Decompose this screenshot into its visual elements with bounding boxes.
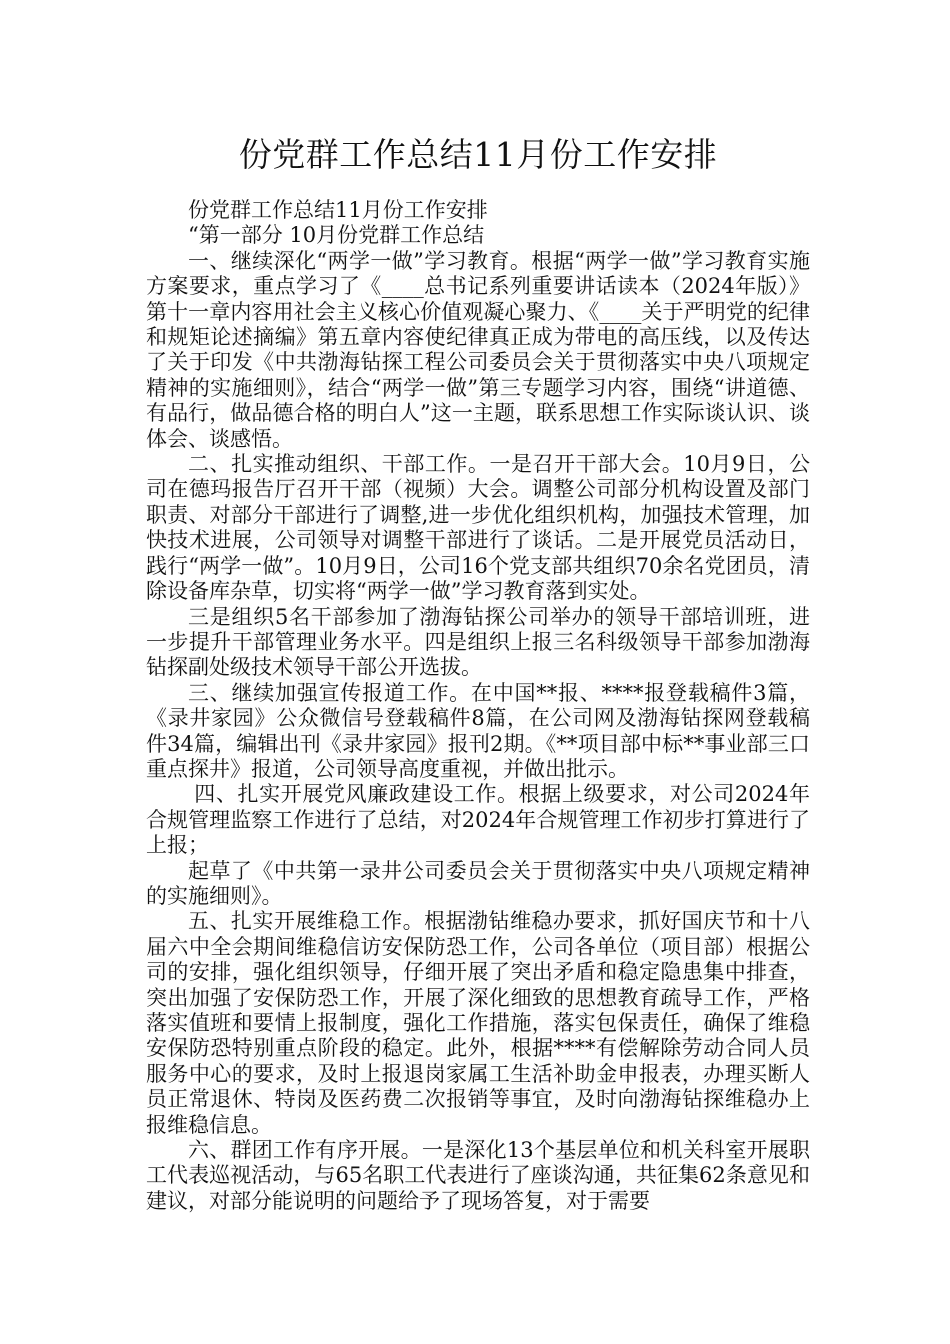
paragraph-publicity: 三、继续加强宣传报道工作。在中国**报、****报登载稿件3篇，《录井家园》公众微信号登载稿件8篇，在公司网及渤海钻探网登载稿件34篇，编辑出刊《录井家园》报刊2期。《**项目部中标**事业部三口重点探井》报道，公司领导高度重视，并做出批示。 xyxy=(146,680,810,781)
paragraph-drafting: 起草了《中共第一录井公司委员会关于贯彻落实中央八项规定精神的实施细则》。 xyxy=(146,858,810,908)
paragraph-subtitle: 份党群工作总结11月份工作安排 xyxy=(188,198,488,222)
document-page xyxy=(146,0,810,1214)
paragraph-mass-work: 六、群团工作有序开展。一是深化13个基层单位和机关科室开展职工代表巡视活动，与65名职工代表进行了座谈沟通，共征集62条意见和建议，对部分能说明的问题给予了现场答复，对于需要 xyxy=(146,1138,810,1213)
paragraph-study-education: 一、继续深化“两学一做”学习教育。根据“两学一做”学习教育实施方案要求，重点学习了《____总书记系列重要讲话读本（2024年版）》第十一章内容用社会主义核心价值观凝心聚力、《____关于严明党的纪律和规矩论述摘编》第五章内容使纪律真正成为带电的高压线，以及传达了关于印发《中共渤海钻探工程公司委员会关于贯彻落实中央八项规定精神的实施细则》，结合“两学一做”第三专题学习内容，围绕“讲道德、有品行，做品德合格的明白人”这一主题，联系思想工作实际谈认识、谈体会、谈感悟。 xyxy=(146,248,810,451)
paragraph-stability: 五、扎实开展维稳工作。根据渤钻维稳办要求，抓好国庆节和十八届六中全会期间维稳信访安保防恐工作，公司各单位（项目部）根据公司的安排，强化组织领导，仔细开展了突出矛盾和稳定隐患集中排查，突出加强了安保防恐工作，开展了深化细致的思想教育疏导工作，严格落实值班和要情上报制度，强化工作措施，落实包保责任，确保了维稳安保防恐特别重点阶段的稳定。此外，根据****有偿解除劳动合同人员服务中心的要求，及时上报退岗家属工生活补助金申报表，办理买断人员正常退休、特岗及医药费二次报销等事宜，及时向渤海钻探维稳办上报维稳信息。 xyxy=(146,909,810,1137)
paragraph-cadre-training: 三是组织5名干部参加了渤海钻探公司举办的领导干部培训班，进一步提升干部管理业务水平。四是组织上报三名科级领导干部参加渤海钻探副处级技术领导干部公开选拔。 xyxy=(146,604,810,680)
paragraph-part-heading: “第一部分 10月份党群工作总结 xyxy=(188,223,485,248)
paragraph-organization-cadre: 二、扎实推动组织、干部工作。一是召开干部大会。10月9日，公司在德玛报告厅召开干部（视频）大会。调整公司部分机构设置及部门职责、对部分干部进行了调整,进一步优化组织机构，加强技术管理，加快技术进展，公司领导对调整干部进行了谈话。二是开展党员活动日，践行“两学一做”。10月9日，公司16个党支部共组织70余名党团员，清除设备库杂草，切实将“两学一做”学习教育落到实处。 xyxy=(146,452,810,604)
document-body xyxy=(146,198,810,1214)
document-title: 份党群工作总结11月份工作安排 xyxy=(238,135,718,174)
paragraph-integrity: 四、扎实开展党风廉政建设工作。根据上级要求，对公司2024年合规管理监察工作进行了总结，对2024年合规管理工作初步打算进行了上报； xyxy=(146,782,810,858)
